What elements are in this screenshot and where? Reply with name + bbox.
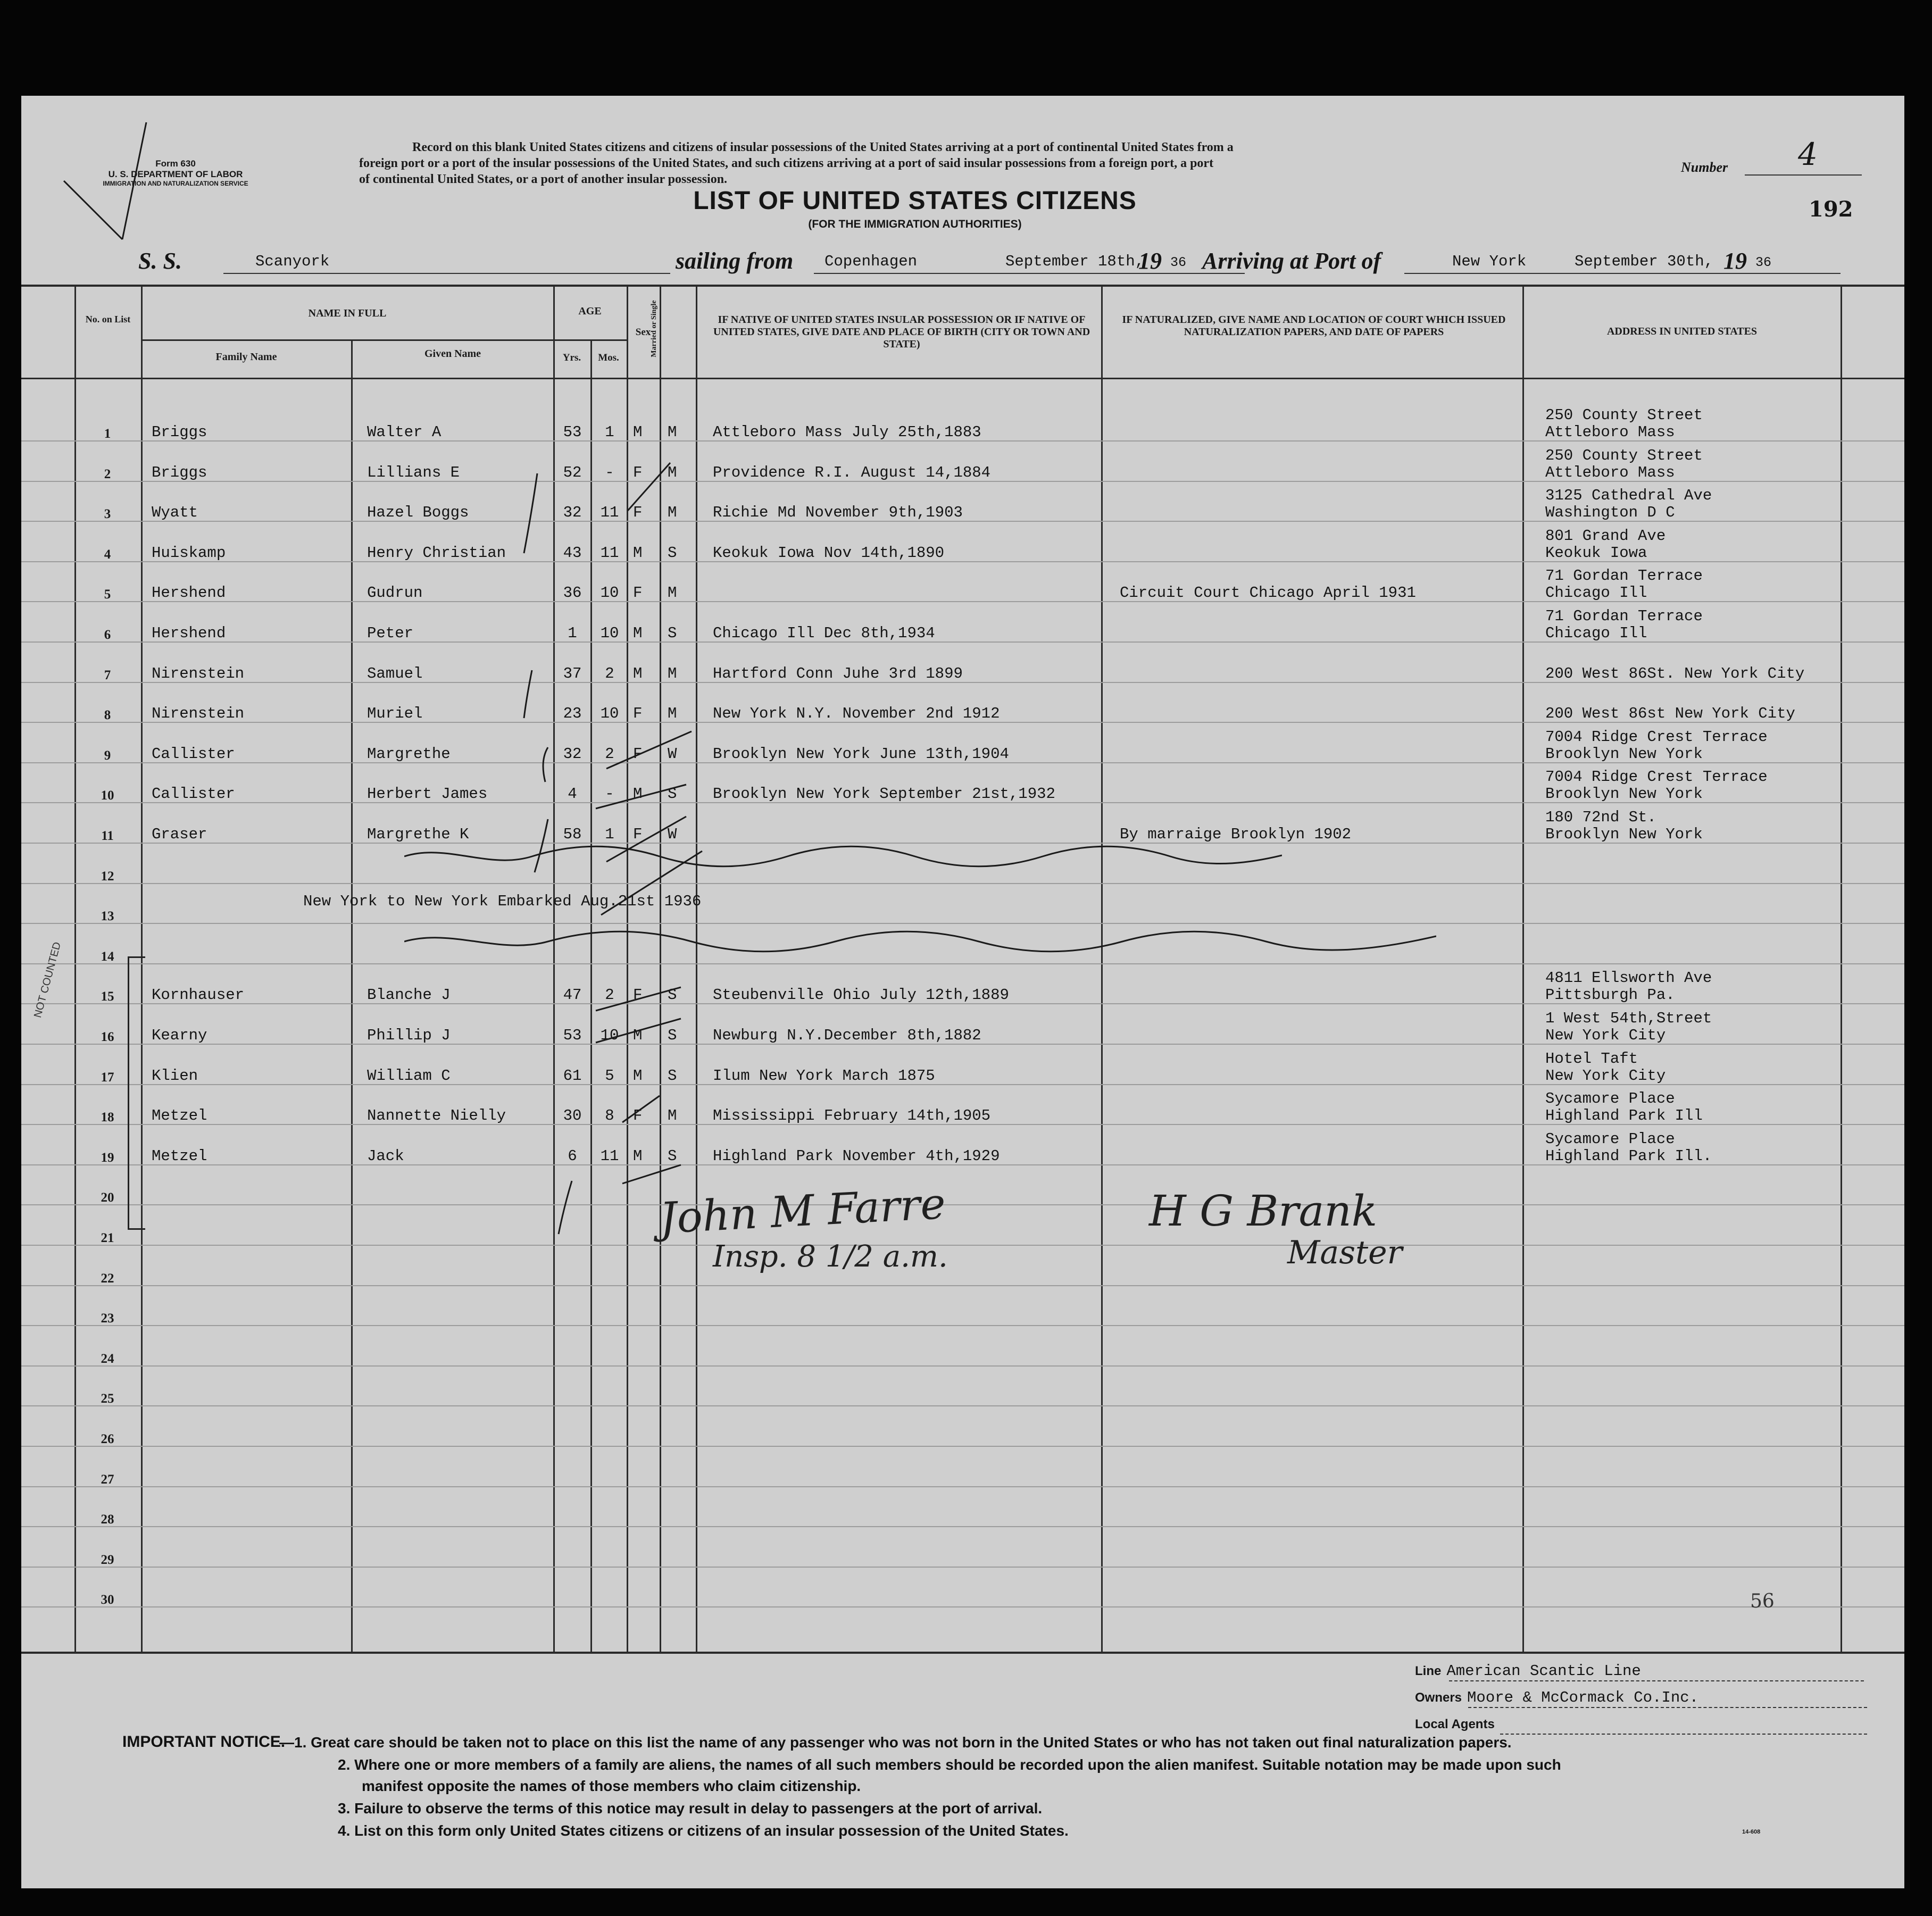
birth-place-date-cell: Providence R.I. August 14,1884 (713, 464, 991, 481)
family-name-cell: Callister (152, 785, 235, 803)
birth-place-date-cell: Steubenville Ohio July 12th,1889 (713, 986, 1009, 1004)
family-name-cell: Kornhauser (152, 986, 245, 1004)
address-line: Highland Park Ill. (1545, 1147, 1712, 1165)
row-number: 24 (101, 1352, 114, 1366)
age-years-cell: 30 (563, 1107, 582, 1124)
row-number: 5 (104, 587, 111, 602)
marital-status-cell: S (668, 1027, 677, 1044)
family-name-cell: Callister (152, 745, 235, 763)
header-birth: IF NATIVE OF UNITED STATES INSULAR POSSESSION OR IF NATIVE OF UNITED STATES, GIVE DATE AND PLACE OF BIRTH (CITY OR TOWN AND STATE) (713, 314, 1090, 350)
family-name-cell: Hershend (152, 624, 226, 642)
family-name-cell: Huiskamp (152, 544, 226, 562)
embarked-note: New York to New York Embarked Aug.21st 1936 (303, 893, 702, 910)
given-name-cell: Walter A (367, 423, 442, 441)
master-signature: H G Brank (1149, 1186, 1378, 1236)
given-name-cell: Blanche J (367, 986, 451, 1004)
header-age: AGE (578, 305, 602, 317)
row-number: 20 (101, 1190, 114, 1205)
marital-status-cell: M (668, 665, 677, 682)
sex-cell: F (633, 705, 643, 722)
row-number: 19 (101, 1151, 114, 1165)
notice-item: 2. Where one or more members of a family are aliens, the names of all such members should be recorded upon the alien manifest. Suitable notation may be made upon such (338, 1756, 1561, 1773)
row-number: 17 (101, 1070, 114, 1085)
page-subtitle: (FOR THE IMMIGRATION AUTHORITIES) (808, 218, 1022, 230)
sex-cell: F (633, 826, 643, 843)
arriving-label: Arriving at Port of (1202, 248, 1381, 274)
inspector-note: Insp. 8 1/2 a.m. (713, 1239, 948, 1274)
header-sex: Sex (635, 327, 651, 338)
instruction-line: foreign port or a port of the insular possessions of the United States, and such citizens arriving at a port of said insular possessions from a foreign port, a port (359, 156, 1214, 170)
address-line: 250 County Street (1545, 447, 1703, 464)
family-name-cell: Wyatt (152, 504, 198, 521)
row-number: 26 (101, 1432, 114, 1446)
marital-status-cell: M (668, 584, 677, 602)
address-line: 1 West 54th,Street (1545, 1010, 1712, 1027)
address-line: 250 County Street (1545, 406, 1703, 424)
address-line: Chicago Ill (1545, 624, 1647, 642)
address-line: Attleboro Mass (1545, 464, 1675, 481)
notice-item: 4. List on this form only United States citizens or citizens of an insular possession of the United States. (338, 1822, 1069, 1839)
given-name-cell: Nannette Nielly (367, 1107, 506, 1124)
marital-status-cell: M (668, 504, 677, 521)
header-yrs: Yrs. (562, 352, 581, 363)
row-number: 16 (101, 1030, 114, 1044)
age-months-cell: 2 (605, 745, 614, 763)
age-years-cell: 53 (563, 423, 582, 441)
marital-status-cell: S (668, 544, 677, 562)
birth-place-date-cell: Hartford Conn Juhe 3rd 1899 (713, 665, 963, 682)
marital-status-cell: W (668, 745, 677, 763)
age-months-cell: 1 (605, 826, 614, 843)
given-name-cell: Herbert James (367, 785, 488, 803)
age-months-cell: - (605, 464, 614, 481)
sex-cell: F (633, 745, 643, 763)
sex-cell: M (633, 665, 643, 682)
family-name-cell: Hershend (152, 584, 226, 602)
address-line: Washington D C (1545, 504, 1675, 521)
age-months-cell: 1 (605, 423, 614, 441)
birth-place-date-cell: Brooklyn New York June 13th,1904 (713, 745, 1009, 763)
age-years-cell: 32 (563, 745, 582, 763)
birth-place-date-cell: Attleboro Mass July 25th,1883 (713, 423, 981, 441)
line-label: Line (1415, 1664, 1442, 1678)
birth-place-date-cell: Keokuk Iowa Nov 14th,1890 (713, 544, 945, 562)
address-line: 3125 Cathedral Ave (1545, 487, 1712, 504)
given-name-cell: Henry Christian (367, 544, 506, 562)
age-months-cell: 10 (600, 584, 619, 602)
given-name-cell: Lillians E (367, 464, 460, 481)
instruction-line: Record on this blank United States citizens and citizens of insular possessions of the United States arriving at a port of continental United States from a (412, 140, 1234, 154)
age-months-cell: 11 (600, 544, 619, 562)
sex-cell: M (633, 1067, 643, 1085)
check-strokes (21, 96, 1904, 1266)
birth-place-date-cell: New York N.Y. November 2nd 1912 (713, 705, 1000, 722)
family-name-cell: Nirenstein (152, 665, 245, 682)
master-title: Master (1287, 1234, 1403, 1271)
age-years-cell: 52 (563, 464, 582, 481)
page-title: LIST OF UNITED STATES CITIZENS (693, 187, 1137, 215)
agents-field (1415, 1715, 1867, 1737)
address-line: 200 West 86St. New York City (1545, 665, 1805, 682)
family-name-cell: Klien (152, 1067, 198, 1085)
age-months-cell: 8 (605, 1107, 614, 1124)
address-line: Sycamore Place (1545, 1090, 1675, 1107)
given-name-cell: Peter (367, 624, 414, 642)
notice-title: IMPORTANT NOTICE. (122, 1733, 286, 1751)
sailing-label: sailing from (676, 248, 794, 274)
row-number: 11 (101, 829, 114, 843)
service-name: IMMIGRATION AND NATURALIZATION SERVICE (103, 180, 248, 187)
inspector-signature: John M Farre (658, 1178, 947, 1244)
given-name-cell: Margrethe (367, 745, 451, 763)
age-months-cell: 10 (600, 1027, 619, 1044)
family-name-cell: Graser (152, 826, 207, 843)
row-number: 12 (101, 869, 114, 884)
address-line: 200 West 86st New York City (1545, 705, 1795, 722)
marital-status-cell: S (668, 624, 677, 642)
header-address: ADDRESS IN UNITED STATES (1606, 326, 1758, 337)
row-number: 25 (101, 1392, 114, 1406)
age-years-cell: 32 (563, 504, 582, 521)
marital-status-cell: S (668, 785, 677, 803)
naturalization-cell: By marraige Brooklyn 1902 (1120, 826, 1352, 843)
row-number: 30 (101, 1593, 114, 1607)
address-line: 801 Grand Ave (1545, 527, 1666, 545)
age-years-cell: 43 (563, 544, 582, 562)
age-months-cell: 11 (600, 504, 619, 521)
given-name-cell: William C (367, 1067, 451, 1085)
row-number: 6 (104, 628, 111, 642)
address-line: 7004 Ridge Crest Terrace (1545, 768, 1768, 786)
line-value: American Scantic Line (1446, 1662, 1641, 1680)
address-line: Chicago Ill (1545, 584, 1647, 602)
address-line: Brooklyn New York (1545, 745, 1703, 763)
address-line: Sycamore Place (1545, 1130, 1675, 1148)
sex-cell: F (633, 504, 643, 521)
sex-cell: M (633, 785, 643, 803)
notice-item: manifest opposite the names of those members who claim citizenship. (362, 1778, 861, 1794)
address-line: 71 Gordan Terrace (1545, 567, 1703, 585)
notice-item: 3. Failure to observe the terms of this notice may result in delay to passengers at the port of arrival. (338, 1800, 1043, 1817)
row-number: 7 (104, 668, 111, 682)
sex-cell: F (633, 986, 643, 1004)
birth-place-date-cell: Highland Park November 4th,1929 (713, 1147, 1000, 1165)
marital-status-cell: W (668, 826, 677, 843)
age-months-cell: 2 (605, 986, 614, 1004)
given-name-cell: Hazel Boggs (367, 504, 469, 521)
row-number: 15 (101, 989, 114, 1004)
given-name-cell: Phillip J (367, 1027, 451, 1044)
age-years-cell: 4 (568, 785, 577, 803)
year-prefix: 19 (1138, 248, 1162, 274)
row-number: 28 (101, 1512, 114, 1527)
bottom-stamp: 56 (1750, 1590, 1775, 1612)
age-years-cell: 23 (563, 705, 582, 722)
marital-status-cell: M (668, 464, 677, 481)
margin-note: NOT COUNTED (32, 940, 64, 1019)
marital-status-cell: S (668, 1147, 677, 1165)
sex-cell: F (633, 584, 643, 602)
address-line: Pittsburgh Pa. (1545, 986, 1675, 1004)
marital-status-cell: M (668, 423, 677, 441)
ship-name: Scanyork (255, 253, 330, 270)
sex-cell: F (633, 1107, 643, 1124)
to-date: September 30th, (1575, 253, 1714, 270)
manifest-sheet (21, 96, 1904, 1888)
to-port: New York (1452, 253, 1527, 270)
marital-status-cell: M (668, 705, 677, 722)
birth-place-date-cell: Richie Md November 9th,1903 (713, 504, 963, 521)
row-number: 4 (104, 547, 111, 562)
family-name-cell: Kearny (152, 1027, 207, 1044)
family-name-cell: Briggs (152, 423, 207, 441)
year-two: 36 (1755, 255, 1772, 270)
page-stamp: 192 (1809, 197, 1853, 222)
row-number: 21 (101, 1231, 114, 1245)
address-line: Highland Park Ill (1545, 1107, 1703, 1124)
owners-field (1415, 1689, 1867, 1710)
address-line: New York City (1545, 1067, 1666, 1085)
birth-place-date-cell: Newburg N.Y.December 8th,1882 (713, 1027, 981, 1044)
row-number: 2 (104, 467, 111, 481)
age-months-cell: 2 (605, 665, 614, 682)
age-years-cell: 61 (563, 1067, 582, 1085)
year-one: 36 (1170, 255, 1187, 270)
birth-place-date-cell: Chicago Ill Dec 8th,1934 (713, 624, 935, 642)
marital-status-cell: S (668, 986, 677, 1004)
header-naturalized: IF NATURALIZED, GIVE NAME AND LOCATION OF COURT WHICH ISSUED NATURALIZATION PAPERS, AND DATE OF PAPERS (1122, 314, 1506, 338)
age-months-cell: - (605, 785, 614, 803)
address-line: Keokuk Iowa (1545, 544, 1647, 562)
sex-cell: M (633, 1027, 643, 1044)
age-years-cell: 37 (563, 665, 582, 682)
given-name-cell: Muriel (367, 705, 423, 722)
address-line: New York City (1545, 1027, 1666, 1044)
age-years-cell: 1 (568, 624, 577, 642)
number-value: 4 (1798, 136, 1818, 172)
from-port: Copenhagen (825, 253, 918, 270)
row-number: 29 (101, 1553, 114, 1567)
row-number: 9 (104, 748, 111, 763)
notice-item: —1. Great care should be taken not to place on this list the name of any passenger who was not born in the United States or who has not taken out final naturalization papers. (279, 1734, 1512, 1751)
sex-cell: F (633, 464, 643, 481)
family-name-cell: Metzel (152, 1147, 207, 1165)
address-line: Attleboro Mass (1545, 423, 1675, 441)
given-name-cell: Margrethe K (367, 826, 469, 843)
sex-cell: M (633, 423, 643, 441)
header-name-in-full: NAME IN FULL (308, 307, 387, 319)
header-mos: Mos. (598, 352, 619, 363)
age-months-cell: 10 (600, 624, 619, 642)
agents-label: Local Agents (1415, 1717, 1495, 1731)
given-name-cell: Jack (367, 1147, 404, 1165)
address-line: Brooklyn New York (1545, 785, 1703, 803)
age-months-cell: 5 (605, 1067, 614, 1085)
given-name-cell: Samuel (367, 665, 423, 682)
address-line: 71 Gordan Terrace (1545, 607, 1703, 625)
age-years-cell: 36 (563, 584, 582, 602)
marital-status-cell: S (668, 1067, 677, 1085)
row-number: 10 (101, 788, 114, 803)
department-name: U. S. DEPARTMENT OF LABOR (108, 169, 243, 179)
address-line: Hotel Taft (1545, 1050, 1638, 1068)
form-number: Form 630 (155, 159, 196, 169)
birth-place-date-cell: Mississippi February 14th,1905 (713, 1107, 991, 1124)
address-line: 7004 Ridge Crest Terrace (1545, 728, 1768, 746)
header-no-on-list: No. on List (85, 314, 131, 324)
birth-place-date-cell: Brooklyn New York September 21st,1932 (713, 785, 1055, 803)
age-years-cell: 58 (563, 826, 582, 843)
year-prefix: 19 (1723, 248, 1747, 274)
address-line: Brooklyn New York (1545, 826, 1703, 843)
row-number: 1 (104, 427, 111, 441)
age-years-cell: 6 (568, 1147, 577, 1165)
marital-status-cell: M (668, 1107, 677, 1124)
naturalization-cell: Circuit Court Chicago April 1931 (1120, 584, 1416, 602)
header-married-or-single: Married or Single (649, 300, 658, 357)
given-name-cell: Gudrun (367, 584, 423, 602)
birth-place-date-cell: Ilum New York March 1875 (713, 1067, 935, 1085)
row-number: 27 (101, 1472, 114, 1487)
form-code: 14-608 (1742, 1829, 1761, 1835)
sex-cell: M (633, 544, 643, 562)
header-family-name: Family Name (215, 351, 277, 363)
family-name-cell: Nirenstein (152, 705, 245, 722)
row-number: 23 (101, 1311, 114, 1326)
sex-cell: M (633, 1147, 643, 1165)
address-line: 4811 Ellsworth Ave (1545, 969, 1712, 987)
owners-value: Moore & McCormack Co.Inc. (1467, 1689, 1699, 1706)
row-number: 14 (101, 949, 114, 964)
row-number: 18 (101, 1110, 114, 1124)
from-date: September 18th, (1005, 253, 1145, 270)
age-years-cell: 47 (563, 986, 582, 1004)
row-number: 22 (101, 1271, 114, 1286)
family-name-cell: Metzel (152, 1107, 207, 1124)
line-field (1415, 1662, 1867, 1684)
row-number: 13 (101, 909, 114, 923)
header-given-name: Given Name (424, 348, 481, 360)
age-months-cell: 10 (600, 705, 619, 722)
number-label: Number (1681, 160, 1728, 175)
sex-cell: M (633, 624, 643, 642)
ss-label: S. S. (138, 248, 182, 274)
row-number: 3 (104, 507, 111, 521)
address-line: 180 72nd St. (1545, 809, 1656, 826)
age-years-cell: 53 (563, 1027, 582, 1044)
row-number: 8 (104, 708, 111, 722)
instruction-line: of continental United States, or a port of another insular possession. (359, 172, 728, 186)
owners-label: Owners (1415, 1690, 1462, 1705)
age-months-cell: 11 (600, 1147, 619, 1165)
family-name-cell: Briggs (152, 464, 207, 481)
